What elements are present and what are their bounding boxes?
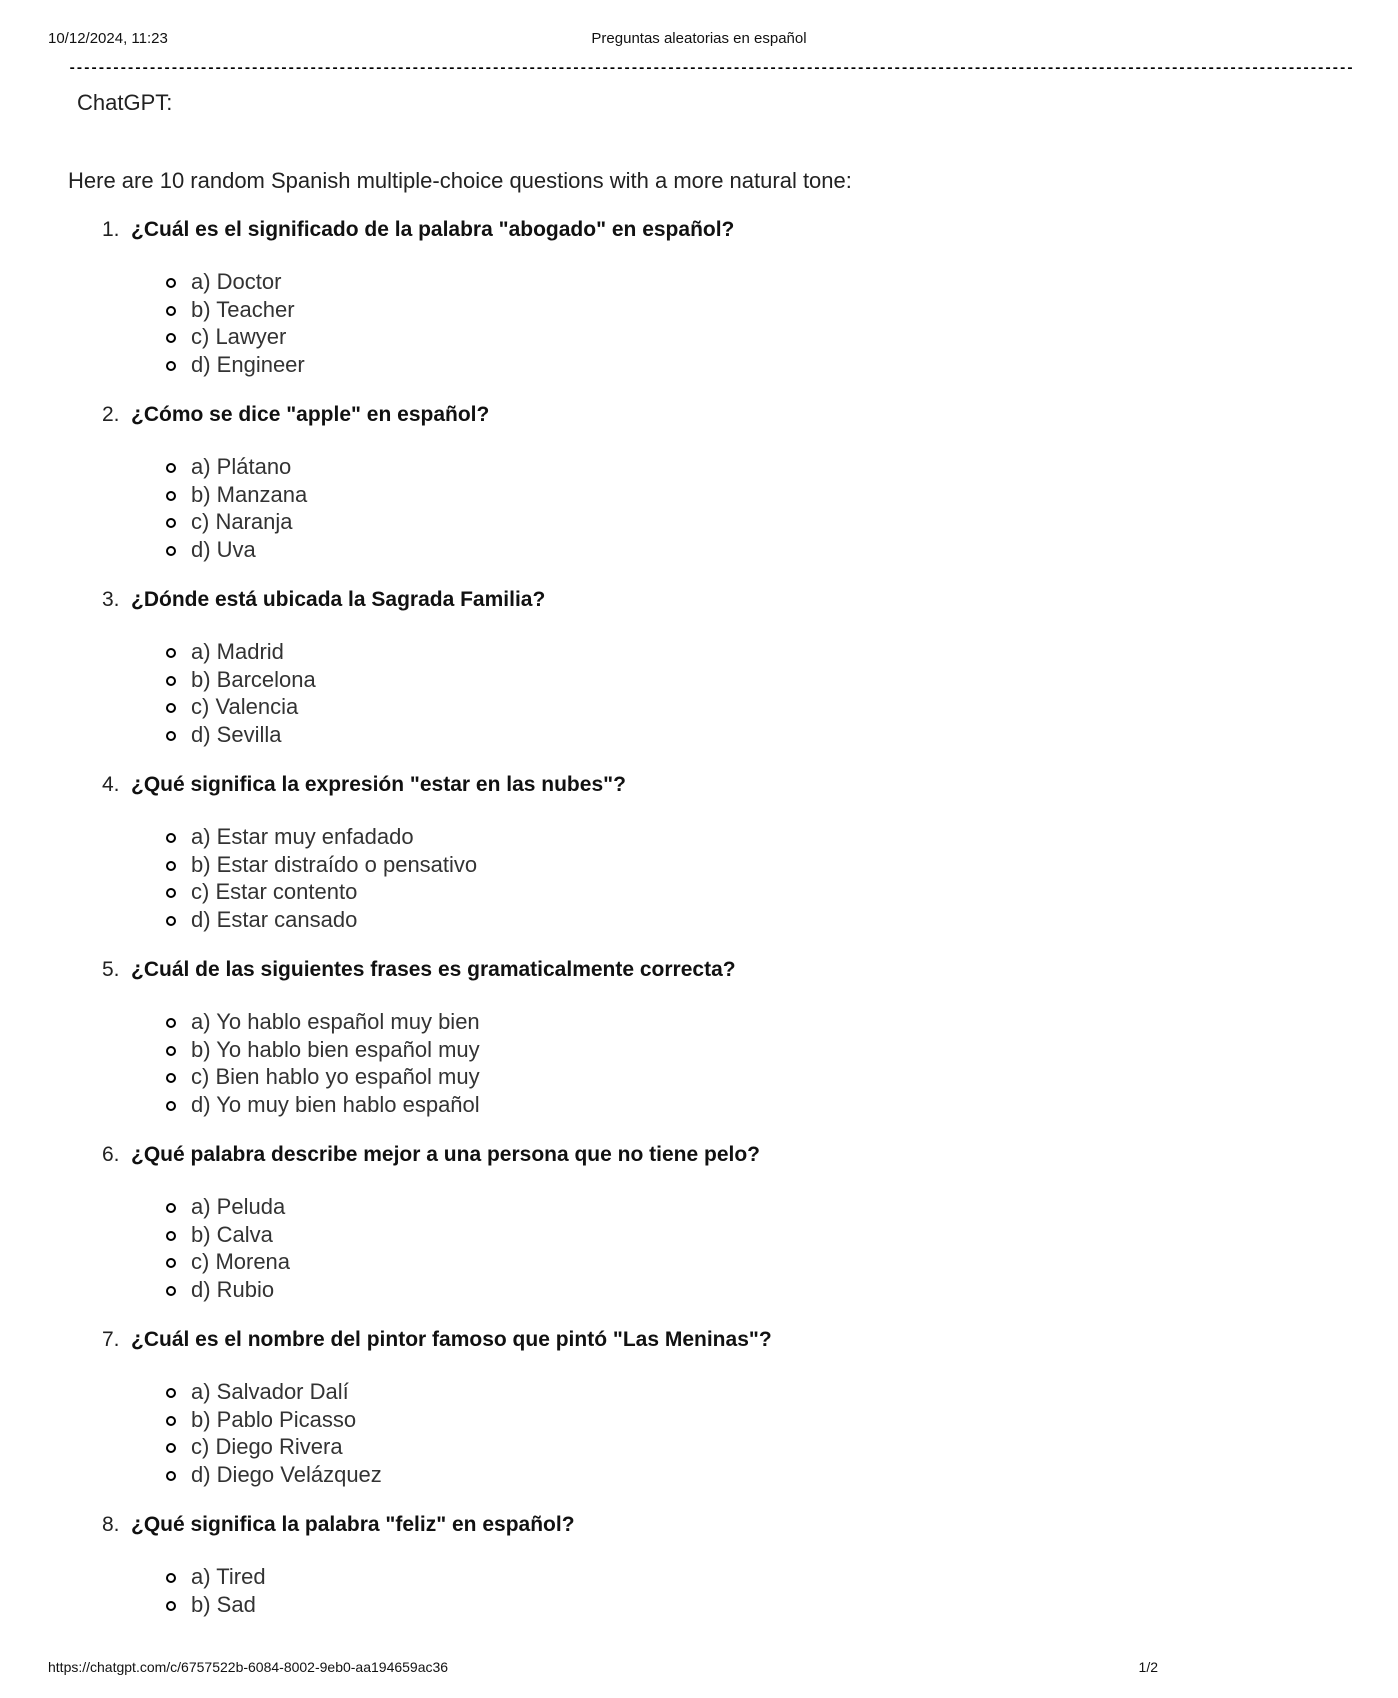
option-item [0,1092,1200,1120]
option-item [0,852,1200,880]
question-text: ¿Qué significa la palabra "feliz" en español? [131,1513,575,1536]
circle-bullet-icon [166,1286,176,1296]
option-text: d) Rubio [191,1276,275,1302]
circle-bullet-icon [166,546,176,556]
circle-bullet-icon [166,491,176,501]
option-text: a) Salvador Dalí [191,1379,349,1404]
option-text: c) Lawyer [191,324,287,349]
circle-bullet-icon [166,518,176,528]
circle-bullet-icon [166,1471,176,1481]
option-item [0,324,1200,352]
option-item [0,1194,1200,1222]
option-item [0,454,1200,482]
question-number: 3. [102,588,120,611]
option-item [0,1277,1200,1305]
option-list [0,1379,1200,1489]
question-number: 2. [102,403,120,426]
circle-bullet-icon [166,861,176,871]
circle-bullet-icon [166,676,176,686]
option-text: a) Tired [191,1564,266,1589]
option-item [0,482,1200,510]
option-text: b) Calva [191,1221,273,1247]
page-number: 1/2 [1138,1659,1158,1675]
question-text: ¿Cómo se dice "apple" en español? [131,403,490,426]
circle-bullet-icon [166,888,176,898]
option-text: d) Estar cansado [191,906,358,932]
page-url: https://chatgpt.com/c/6757522b-6084-8002-9eb0-aa194659ac36 [48,1659,449,1675]
option-item [0,1592,1200,1620]
option-list [0,454,1200,564]
print-page-title: Preguntas aleatorias en español [591,30,807,47]
question-number: 6. [102,1143,120,1166]
circle-bullet-icon [166,1388,176,1398]
option-item [0,879,1200,907]
circle-bullet-icon [166,1443,176,1453]
question-text: ¿Cuál es el nombre del pintor famoso que pintó "Las Meninas"? [131,1328,772,1351]
option-list [0,1564,1200,1619]
option-list [0,1194,1200,1304]
option-item [0,1564,1200,1592]
option-item [0,509,1200,537]
option-text: d) Uva [191,536,256,562]
option-text: c) Morena [191,1249,291,1274]
question-number: 8. [102,1513,120,1536]
option-item [0,537,1200,565]
circle-bullet-icon [166,1416,176,1426]
option-item [0,1009,1200,1037]
print-footer [0,1657,1200,1679]
option-item [0,1434,1200,1462]
question-item [0,773,1200,958]
circle-bullet-icon [166,703,176,713]
option-text: a) Estar muy enfadado [191,824,414,849]
option-item [0,722,1200,750]
question-item [0,588,1200,773]
option-text: b) Yo hablo bien español muy [191,1036,480,1062]
option-item [0,1222,1200,1250]
circle-bullet-icon [166,361,176,371]
circle-bullet-icon [166,1046,176,1056]
option-text: a) Peluda [191,1194,286,1219]
circle-bullet-icon [166,1258,176,1268]
question-item [0,1328,1200,1513]
circle-bullet-icon [166,833,176,843]
option-text: a) Madrid [191,639,284,664]
question-item [0,403,1200,588]
option-item [0,1462,1200,1490]
option-item [0,907,1200,935]
option-text: b) Estar distraído o pensativo [191,851,478,877]
option-item [0,1407,1200,1435]
option-text: b) Barcelona [191,666,316,692]
question-list [0,218,1200,1698]
question-text: ¿Cuál de las siguientes frases es gramaticalmente correcta? [131,958,736,981]
circle-bullet-icon [166,1018,176,1028]
option-text: c) Estar contento [191,879,358,904]
question-text: ¿Qué palabra describe mejor a una persona que no tiene pelo? [131,1143,760,1166]
option-text: b) Manzana [191,481,308,507]
question-text: ¿Dónde está ubicada la Sagrada Familia? [131,588,546,611]
option-item [0,639,1200,667]
option-text: d) Engineer [191,351,305,377]
print-datetime: 10/12/2024, 11:23 [48,30,168,47]
option-text: c) Bien hablo yo español muy [191,1064,480,1089]
option-text: d) Sevilla [191,721,282,747]
intro-text: Here are 10 random Spanish multiple-choice questions with a more natural tone: [68,168,852,193]
option-text: a) Plátano [191,454,292,479]
question-item [0,1143,1200,1328]
circle-bullet-icon [166,278,176,288]
circle-bullet-icon [166,916,176,926]
option-item [0,269,1200,297]
option-item [0,297,1200,325]
option-list [0,269,1200,379]
option-list [0,1009,1200,1119]
question-number: 1. [102,218,120,241]
circle-bullet-icon [166,1573,176,1583]
option-item [0,1037,1200,1065]
circle-bullet-icon [166,648,176,658]
option-text: c) Naranja [191,509,293,534]
circle-bullet-icon [166,1101,176,1111]
option-item [0,694,1200,722]
option-text: a) Yo hablo español muy bien [191,1009,480,1034]
circle-bullet-icon [166,731,176,741]
option-text: c) Valencia [191,694,299,719]
option-item [0,352,1200,380]
question-text: ¿Qué significa la expresión "estar en las nubes"? [131,773,626,796]
question-item [0,218,1200,403]
option-text: a) Doctor [191,269,282,294]
option-item [0,824,1200,852]
circle-bullet-icon [166,306,176,316]
option-text: b) Teacher [191,296,295,322]
circle-bullet-icon [166,463,176,473]
circle-bullet-icon [166,1203,176,1213]
option-item [0,667,1200,695]
circle-bullet-icon [166,1073,176,1083]
option-text: b) Pablo Picasso [191,1406,357,1432]
circle-bullet-icon [166,1601,176,1611]
question-item [0,958,1200,1143]
question-text: ¿Cuál es el significado de la palabra "abogado" en español? [131,218,735,241]
option-text: d) Yo muy bien hablo español [191,1091,480,1117]
circle-bullet-icon [166,333,176,343]
option-item [0,1249,1200,1277]
question-number: 4. [102,773,120,796]
option-text: b) Sad [191,1591,256,1617]
option-text: c) Diego Rivera [191,1434,343,1459]
option-list [0,824,1200,934]
question-number: 7. [102,1328,120,1351]
circle-bullet-icon [166,1231,176,1241]
dashed-separator: -------------------------------------------------------------------------------------------------------------------------------------------------------------------------------- [68,61,1354,77]
question-number: 5. [102,958,120,981]
option-item [0,1064,1200,1092]
speaker-label: ChatGPT: [77,90,173,115]
option-text: d) Diego Velázquez [191,1461,382,1487]
option-item [0,1379,1200,1407]
option-list [0,639,1200,749]
print-header [0,28,1200,50]
